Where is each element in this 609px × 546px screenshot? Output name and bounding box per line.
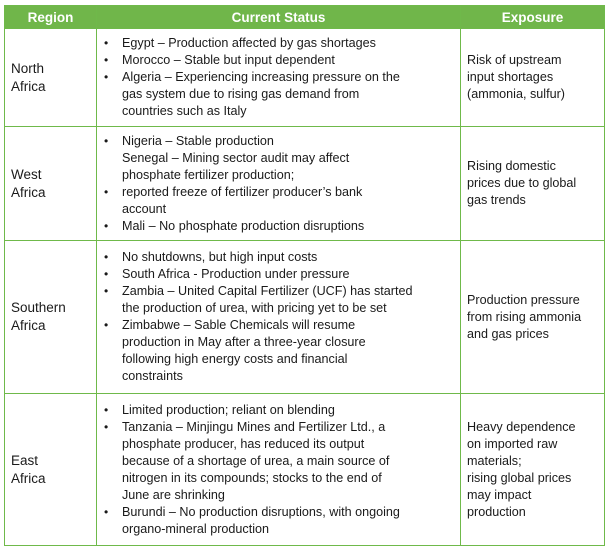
fertilizer-status-table <box>4 5 605 546</box>
list-item <box>101 184 454 218</box>
exposure-text-line: (ammonia, sulfur) <box>467 87 565 101</box>
bullet-icon: • <box>104 318 109 332</box>
list-item <box>101 35 454 52</box>
region-name-line: East <box>11 452 39 468</box>
region-cell <box>5 394 97 546</box>
region-name-line: Africa <box>11 318 46 333</box>
bullet-icon: • <box>104 218 109 233</box>
list-item <box>101 218 454 235</box>
list-item <box>101 504 454 538</box>
region-name-line: North <box>11 60 45 76</box>
list-item <box>101 283 454 317</box>
bullet-icon: • <box>104 402 109 417</box>
status-text-line: Tanzania – Minjingu Mines and Fertilizer Ltd., a <box>122 419 386 434</box>
header-row <box>5 6 605 29</box>
status-text-line: Algeria – Experiencing increasing pressure on the <box>122 70 400 84</box>
exposure-text-line: input shortages <box>467 70 554 84</box>
exposure-text-line: Production pressure <box>467 292 580 307</box>
table-row <box>5 29 605 127</box>
list-item <box>101 133 454 184</box>
exposure-text-line: Heavy dependence <box>467 419 576 434</box>
status-text-line: Egypt – Production affected by gas shortages <box>122 36 376 50</box>
bullet-icon: • <box>104 184 109 199</box>
current-status-cell <box>97 127 461 241</box>
status-text-line: countries such as Italy <box>122 104 247 118</box>
status-text-line: June are shrinking <box>122 487 225 502</box>
region-cell <box>5 29 97 127</box>
status-text-line: Morocco – Stable but input dependent <box>122 53 335 67</box>
status-text-line: the production of urea, with pricing yet to be set <box>122 301 387 315</box>
exposure-cell <box>461 29 605 127</box>
region-name-line: Southern <box>11 300 66 315</box>
list-item <box>101 419 454 504</box>
status-text-line: Zimbabwe – Sable Chemicals will resume <box>122 318 356 332</box>
status-text-line: gas system due to rising gas demand from <box>122 87 360 101</box>
list-item <box>101 52 454 69</box>
status-text-line: Burundi – No production disruptions, with ongoing <box>122 504 400 519</box>
exposure-text-line: rising global prices <box>467 470 572 485</box>
status-text-line: Zambia – United Capital Fertilizer (UCF) has started <box>122 284 413 298</box>
status-text-line: phosphate producer, has reduced its output <box>122 436 365 451</box>
table-row <box>5 394 605 546</box>
bullet-icon: • <box>104 53 109 67</box>
exposure-text-line: may impact <box>467 487 532 502</box>
status-text-line: No shutdowns, but high input costs <box>122 250 318 264</box>
region-name-line: Africa <box>11 184 46 200</box>
status-text-line: because of a shortage of urea, a main source of <box>122 453 390 468</box>
region-name-line: West <box>11 166 42 182</box>
exposure-cell <box>461 241 605 394</box>
status-text-line: Limited production; reliant on blending <box>122 402 335 417</box>
status-text-line: nitrogen in its compounds; stocks to the end of <box>122 470 382 485</box>
status-text-line: Senegal – Mining sector audit may affect <box>122 150 350 165</box>
bullet-icon: • <box>104 267 109 281</box>
region-cell <box>5 241 97 394</box>
list-item <box>101 69 454 120</box>
status-list <box>101 249 454 385</box>
status-text-line: Nigeria – Stable production <box>122 133 274 148</box>
status-list <box>101 402 454 538</box>
status-list <box>101 133 454 235</box>
header-region: Region <box>5 6 97 29</box>
list-item <box>101 317 454 385</box>
current-status-cell <box>97 241 461 394</box>
exposure-text-line: from rising ammonia <box>467 309 582 324</box>
bullet-icon: • <box>104 504 109 519</box>
status-text-line: organo-mineral production <box>122 521 270 536</box>
status-text-line: phosphate fertilizer production; <box>122 167 295 182</box>
status-text-line: account <box>122 201 167 216</box>
status-text-line: South Africa - Production under pressure <box>122 267 350 281</box>
status-text-line: production in May after a three-year closure <box>122 335 366 349</box>
exposure-text-line: prices due to global <box>467 176 577 190</box>
exposure-text-line: production <box>467 504 526 519</box>
bullet-icon: • <box>104 250 109 264</box>
exposure-cell <box>461 127 605 241</box>
exposure-text-line: Risk of upstream <box>467 53 562 67</box>
list-item <box>101 402 454 419</box>
status-text-line: constraints <box>122 369 183 383</box>
exposure-cell <box>461 394 605 546</box>
table-row <box>5 241 605 394</box>
exposure-text-line: materials; <box>467 453 522 468</box>
bullet-icon: • <box>104 70 109 84</box>
status-text-line: following high energy costs and financial <box>122 352 348 366</box>
current-status-cell <box>97 29 461 127</box>
exposure-text-line: gas trends <box>467 193 526 207</box>
status-text-line: reported freeze of fertilizer producer’s bank <box>122 184 363 199</box>
exposure-text-line: Rising domestic <box>467 159 556 173</box>
table-row <box>5 127 605 241</box>
table-body <box>5 29 605 546</box>
header-current-status: Current Status <box>97 6 461 29</box>
exposure-text-line: and gas prices <box>467 326 549 341</box>
status-list <box>101 35 454 120</box>
region-name-line: Africa <box>11 78 46 94</box>
bullet-icon: • <box>104 284 109 298</box>
exposure-text-line: on imported raw <box>467 436 558 451</box>
list-item <box>101 266 454 283</box>
current-status-cell <box>97 394 461 546</box>
region-cell <box>5 127 97 241</box>
status-text-line: Mali – No phosphate production disruptions <box>122 218 365 233</box>
bullet-icon: • <box>104 419 109 434</box>
bullet-icon: • <box>104 36 109 50</box>
bullet-icon: • <box>104 133 109 148</box>
region-name-line: Africa <box>11 470 46 486</box>
header-exposure: Exposure <box>461 6 605 29</box>
list-item <box>101 249 454 266</box>
